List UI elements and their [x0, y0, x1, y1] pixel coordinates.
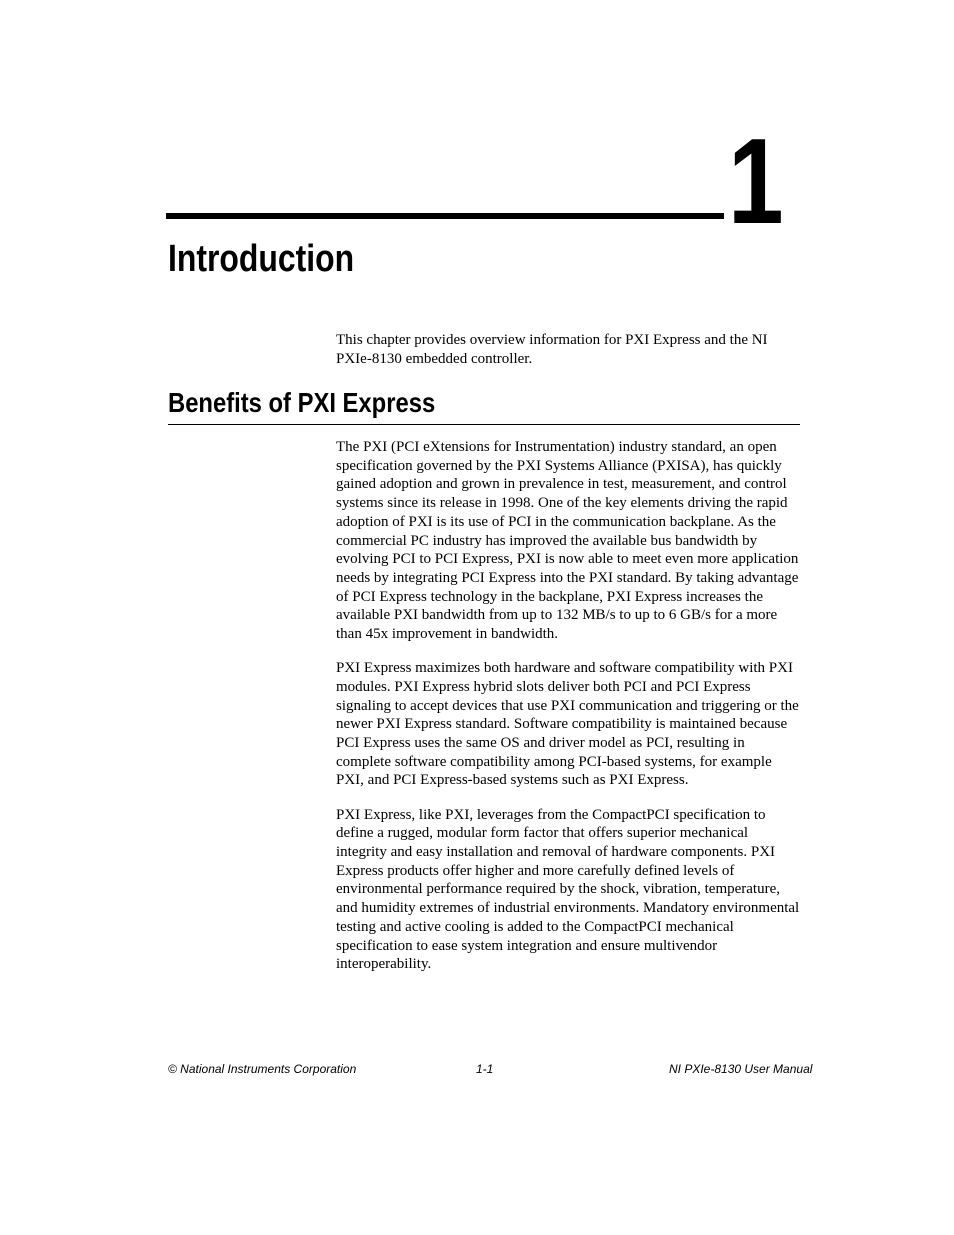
body-paragraph: PXI Express, like PXI, leverages from the CompactPCI specification to define a rugged, modular form factor that offers superior mechanical integrity and easy installation and removal of hardware components. PXI Express products offer higher and more carefully defined levels of environmental performance required by the shock, vibration, temperature, and humidity extremes of industrial environments. Mandatory environmental testing and active cooling is added to the CompactPCI mechanical specification to ease system integration and ensure multivendor interoperability. [336, 806, 800, 973]
chapter-divider [166, 213, 724, 219]
footer-copyright: © National Instruments Corporation [168, 1062, 357, 1076]
section-divider [168, 424, 800, 425]
chapter-number: 1 [728, 113, 783, 249]
chapter-intro-paragraph: This chapter provides overview information for PXI Express and the NI PXIe-8130 embedded controller. [336, 332, 768, 367]
body-paragraph: The PXI (PCI eXtensions for Instrumentation) industry standard, an open specification governed by the PXI Systems Alliance (PXISA), has quickly gained adoption and grown in prevalence in test, measurement, and control systems since its release in 1998. One of the key elements driving the rapid adoption of PXI is its use of PCI in the communication backplane. As the commercial PC industry has improved the available bus bandwidth by evolving PCI to PCI Express, PXI is now able to meet even more application needs by integrating PCI Express into the PXI standard. By taking advantage of PCI Express technology in the backplane, PXI Express increases the available PXI bandwidth from up to 132 MB/s to up to 6 GB/s for a more than 45x improvement in bandwidth. [336, 439, 799, 643]
footer-page-number: 1-1 [476, 1062, 494, 1076]
footer-manual-title: NI PXIe-8130 User Manual [669, 1062, 813, 1076]
chapter-title: Introduction [168, 238, 355, 280]
section-heading: Benefits of PXI Express [168, 387, 436, 418]
body-paragraph: PXI Express maximizes both hardware and software compatibility with PXI modules. PXI Express hybrid slots deliver both PCI and PCI Express signaling to accept devices that use PXI communication and triggering or the newer PXI Express standard. Software compatibility is maintained because PCI Express uses the same OS and driver model as PCI, resulting in complete software compatibility among PCI-based systems, for example PXI, and PCI Express-based systems such as PXI Express. [336, 660, 799, 789]
section-body [336, 438, 802, 989]
